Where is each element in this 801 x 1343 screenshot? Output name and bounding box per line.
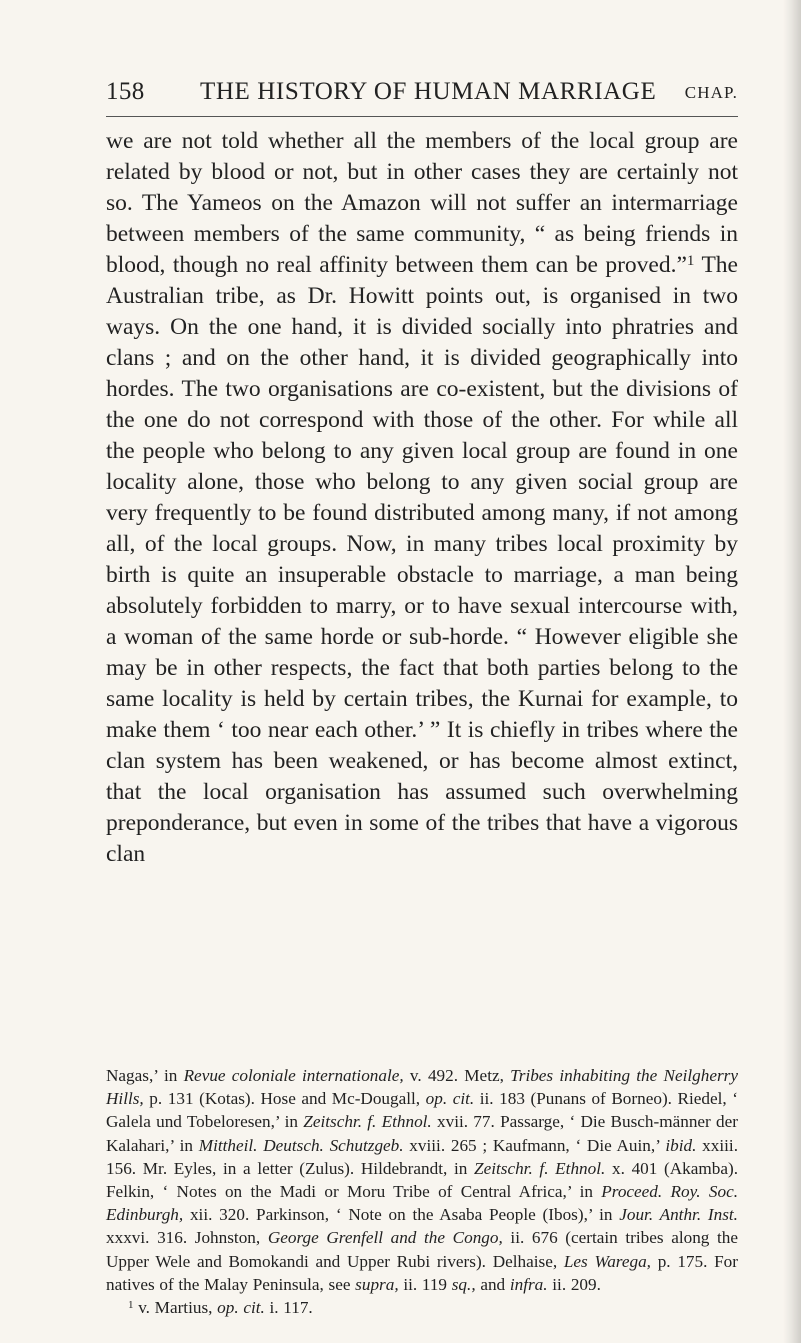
footnote-text: x. 401 (Akamba). Felkin, ‘ Notes on the Madi or Moru Tribe of Central Africa,’ in: [106, 1158, 738, 1202]
footnote-italic-title: Les Warega,: [563, 1251, 651, 1271]
footnote-text: p. 175. For natives of the Malay Peninsula, see: [106, 1251, 738, 1294]
footnote-italic-title: George Grenfell and the Congo,: [267, 1228, 503, 1248]
header-rule: [106, 116, 738, 117]
footnote-1: [106, 1296, 738, 1319]
body-text-part-2: The Australian tribe, as Dr. Howitt points out, is organised in two ways. On the one hand, it is divided socially into phratries and clans ; and on the other hand, it is divided geographically into hordes. The two organisations are co-existent, but the divisions of the one do not correspond with those of the other. For while all the people who belong to any given local group are found in one locality alone, those who belong to any given social group are very frequently to be found distributed among many, if not among all, of the local groups. Now, in many tribes local proximity by birth is quite an insuperable obstacle to marriage, a man being absolutely forbidden to marry, or to have sexual intercourse with, a woman of the same horde or sub-horde. “ However eligible she may be in other respects, the fact that both parties belong to the same locality is held by certain tribes, the Kurnai for example, to make them ‘ too near each other.’ ” It is chiefly in tribes where the clan system has been weakened, or has become almost extinct, that the local organisation has assumed such overwhelming preponderance, but even in some of the tribes that have a vigorous clan: [106, 252, 738, 867]
footnote-italic-title: ibid.: [665, 1135, 697, 1155]
footnote-italic-title: infra.: [509, 1274, 548, 1294]
footnote-text: v. Martius,: [133, 1298, 218, 1318]
footnote-italic-title: op. cit.: [217, 1298, 265, 1318]
body-paragraph: [106, 126, 738, 870]
footnote-text: xviii. 265 ; Kaufmann, ‘ Die Auin,’: [403, 1135, 666, 1155]
footnotes: [106, 1064, 738, 1319]
footnote-text: p. 131 (Kotas). Hose and Mc-Dougall,: [143, 1089, 426, 1109]
footnote-text: xii. 320. Parkinson, ‘ Note on the Asaba People (Ibos),’ in: [183, 1205, 620, 1225]
continued-footnote: [106, 1064, 738, 1296]
footnote-text: v. 492. Metz,: [403, 1066, 511, 1085]
footnote-reference-1: 1: [686, 253, 695, 270]
footnote-text: xvii. 77. Passarge, ‘ Die Busch-männer der Kalahari,’ in: [106, 1112, 738, 1155]
running-title: THE HISTORY OF HUMAN MARRIAGE: [200, 78, 657, 105]
footnote-text: ii. 209.: [547, 1274, 601, 1294]
footnote-italic-title: Revue coloniale internationale,: [183, 1066, 404, 1085]
running-header: [106, 78, 738, 106]
footnote-text: Nagas,’ in: [106, 1066, 184, 1085]
footnote-text: ii. 183 (Punans of Borneo). Riedel, ‘ Galela und Tobeloresen,’ in: [106, 1089, 738, 1132]
page-edge-shadow: [783, 0, 801, 1343]
footnote-text: ii. 119: [398, 1274, 452, 1294]
footnote-text: and: [475, 1274, 510, 1294]
footnote-italic-title: Proceed. Roy. Soc. Edinburgh,: [106, 1182, 738, 1225]
footnote-italic-title: Zeitschr. f. Ethnol.: [303, 1112, 432, 1132]
footnote-text: xxxvi. 316. Johnston,: [106, 1228, 268, 1248]
footnote-italic-title: Tribes inhabiting the Neilgherry Hills,: [106, 1066, 738, 1109]
footnote-italic-title: op. cit.: [425, 1089, 475, 1109]
body-text-part-1: we are not told whether all the members of the local group are related by blood or not, but in other cases they are certainly not so. The Yameos on the Amazon will not suffer an intermarriage between members of the same community, “ as being friends in blood, though no real affinity between them can be proved.”: [106, 128, 738, 278]
footnote-italic-title: supra,: [355, 1274, 399, 1294]
footnote-italic-title: Zeitschr. f. Ethnol.: [474, 1158, 606, 1178]
footnote-italic-title: Jour. Anthr. Inst.: [619, 1205, 738, 1225]
footnote-marker-1: 1: [128, 1299, 134, 1312]
footnote-text: xxiii. 156. Mr. Eyles, in a letter (Zulus). Hildebrandt, in: [106, 1135, 738, 1178]
page-number: 158: [106, 78, 145, 105]
footnote-text: i. 117.: [264, 1298, 313, 1318]
footnote-italic-title: sq.,: [451, 1274, 476, 1294]
footnote-text: ii. 676 (certain tribes along the Upper Wele and Bomokandi and Upper Rubi rivers). Delhaise,: [106, 1228, 739, 1271]
chapter-label: CHAP.: [684, 83, 738, 102]
footnote-italic-title: Mittheil. Deutsch. Schutzgeb.: [198, 1135, 404, 1155]
